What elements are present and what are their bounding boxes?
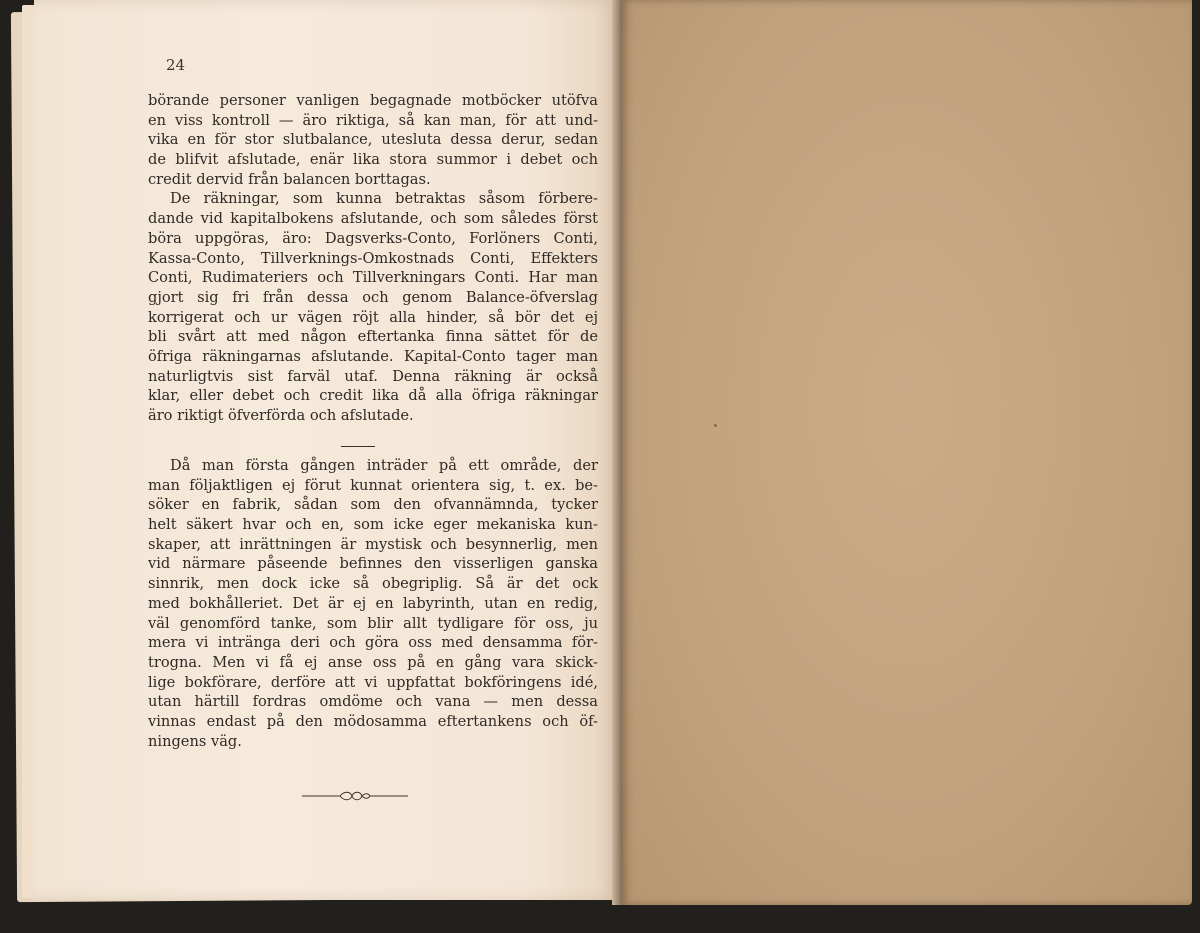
paragraph-1: [148, 91, 598, 189]
text-line: böra uppgöras, äro: Dagsverks-Conto, Forlöners Conti,: [148, 229, 598, 247]
paragraph-3: [148, 456, 598, 751]
text-line: bli svårt att med någon eftertanka finna sättet för de: [148, 328, 598, 346]
text-line: korrigerat och ur vägen röjt alla hinder, så bör det ej: [148, 308, 598, 326]
text-line: ningens väg.: [148, 732, 242, 750]
text-line: utan härtill fordras omdöme och vana — men dessa: [148, 693, 598, 711]
text-line: väl genomförd tanke, som blir allt tydligare för oss, ju: [148, 614, 598, 632]
text-line: de blifvit afslutade, enär lika stora summor i debet och: [148, 151, 598, 169]
text-line: dande vid kapitalbokens afslutande, och som således först: [148, 210, 598, 228]
text-line: naturligtvis sist farväl utaf. Denna räkning är också: [148, 367, 598, 385]
text-line: sinnrik, men dock icke så obegriplig. Så är det ock: [148, 575, 598, 593]
text-line: helt säkert hvar och en, som icke eger mekaniska kun-: [148, 516, 598, 534]
right-page-blank: [622, 0, 1192, 905]
text-line: man följaktligen ej förut kunnat orientera sig, t. ex. be-: [148, 476, 598, 494]
text-line: vinnas endast på den mödosamma eftertankens och öf-: [148, 712, 598, 730]
text-line: Då man första gången inträder på ett område, der: [170, 457, 598, 474]
text-line: med bokhålleriet. Det är ej en labyrinth, utan en redig,: [148, 594, 598, 612]
text-line: Conti, Rudimateriers och Tillverkningars Conti. Har man: [148, 269, 598, 287]
text-line: gjort sig fri från dessa och genom Balance-öfverslag: [148, 288, 598, 306]
text-line: credit dervid från balancen borttagas.: [148, 170, 431, 188]
paragraph-2: [148, 189, 598, 425]
paper-speck: [714, 424, 717, 427]
text-line: trogna. Men vi få ej anse oss på en gång vara skick-: [148, 653, 598, 671]
text-line: mera vi intränga deri och göra oss med densamma för-: [148, 634, 598, 652]
section-divider: [341, 446, 375, 447]
text-line: skaper, att inrättningen är mystisk och besynnerlig, men: [148, 535, 598, 553]
text-line: en viss kontroll — äro riktiga, så kan man, för att und-: [148, 111, 598, 129]
text-line: vid närmare påseende befinnes den visserligen ganska: [148, 555, 598, 573]
text-line: söker en fabrik, sådan som den ofvannämnda, tycker: [148, 496, 598, 514]
text-line: vika en för stor slutbalance, utesluta dessa derur, sedan: [148, 131, 598, 149]
text-line: De räkningar, som kunna betraktas såsom förbere-: [170, 190, 598, 208]
end-ornament-icon: [300, 788, 410, 804]
text-line: lige bokförare, derföre att vi uppfattat bokföringens idé,: [148, 673, 598, 691]
text-line: äro riktigt öfverförda och afslutade.: [148, 407, 414, 424]
page-number: 24: [166, 56, 186, 74]
text-block-bottom: [148, 456, 598, 751]
text-line: Kassa-Conto, Tillverknings-Omkostnads Conti, Effekters: [148, 249, 598, 267]
text-line: klar, eller debet och credit lika då alla öfriga räkningar: [148, 387, 598, 405]
text-line: börande personer vanligen begagnade motböcker utöfva: [148, 92, 598, 109]
text-line: öfriga räkningarnas afslutande. Kapital-Conto tager man: [148, 347, 598, 365]
text-block-top: [148, 91, 598, 426]
